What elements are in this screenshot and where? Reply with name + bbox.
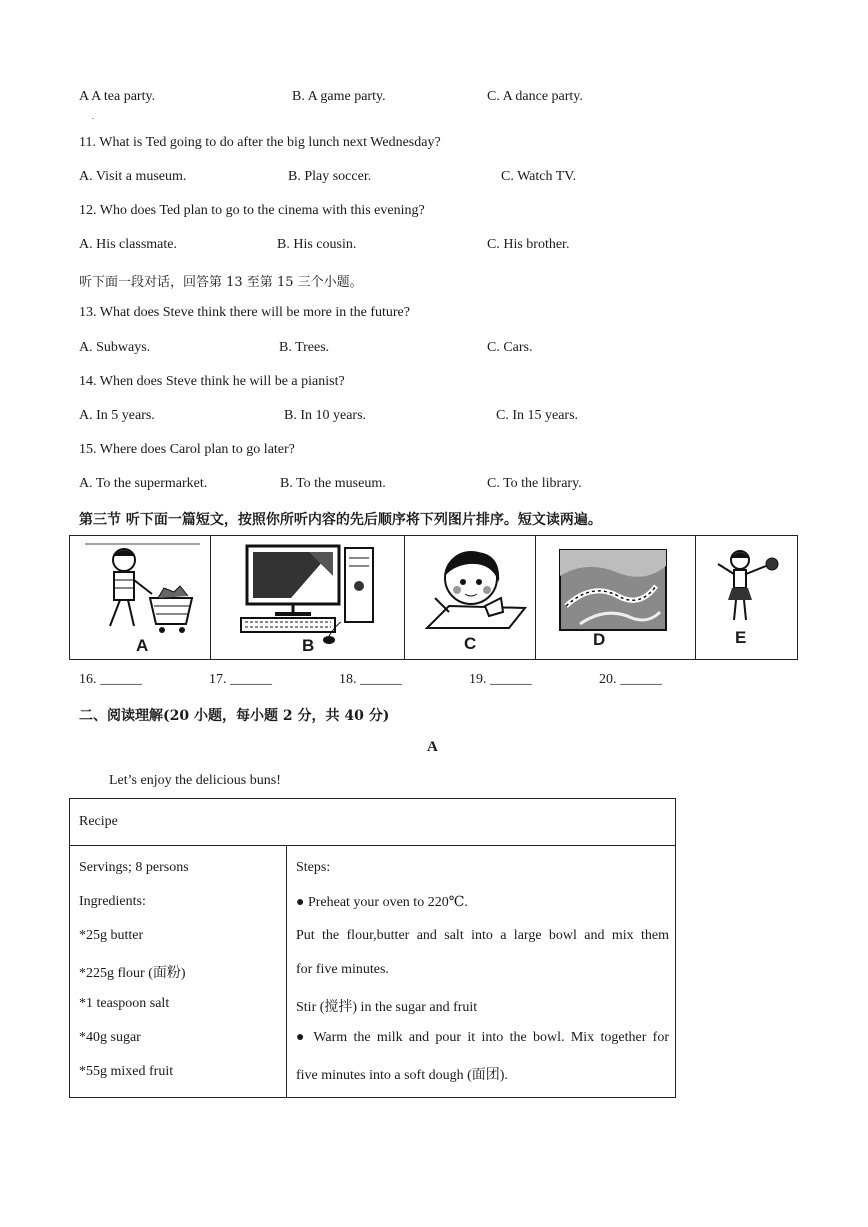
q13-option-b: B. Trees. <box>279 340 330 355</box>
q12-option-c: C. His brother. <box>487 237 570 252</box>
step-line-5: ● Warm the milk and pour it into the bowl. Mix together for <box>296 1030 669 1045</box>
instruction-13-15: 听下面一段对话，回答第 13 至第 15 三个小题。 <box>79 275 363 290</box>
q15-question: 15. Where does Carol plan to go later? <box>79 442 295 457</box>
ingredients-label: Ingredients: <box>79 894 146 909</box>
q14-question: 14. When does Steve think he will be a pianist? <box>79 374 345 389</box>
ingredient-fruit: *55g mixed fruit <box>79 1064 174 1079</box>
picture-label-b: B <box>302 636 315 655</box>
q15-option-a: A. To the supermarket. <box>79 476 208 491</box>
q13-question: 13. What does Steve think there will be more in the future? <box>79 305 410 320</box>
picture-c <box>405 536 536 659</box>
picture-label-a: A <box>136 636 149 655</box>
recipe-table <box>69 798 676 1098</box>
ingredient-salt: *1 teaspoon salt <box>79 996 170 1011</box>
step-line-2: Put the flour,butter and salt into a large bowl and mix them <box>296 928 669 943</box>
servings: Servings; 8 persons <box>79 860 189 875</box>
q11-option-c: C. Watch TV. <box>501 169 577 184</box>
q14-option-c: C. In 15 years. <box>496 408 579 423</box>
blank-18[interactable]: 18. ______ <box>339 672 402 687</box>
steps-column <box>287 846 675 1097</box>
recipe-header <box>70 799 675 846</box>
q13-option-c: C. Cars. <box>487 340 533 355</box>
q13-option-a: A. Subways. <box>79 340 151 355</box>
step-line-3: for five minutes. <box>296 962 389 977</box>
recipe-title: Recipe <box>79 814 118 829</box>
picture-label-e: E <box>735 628 747 647</box>
blank-16[interactable]: 16. ______ <box>79 672 142 687</box>
great-wall-icon <box>536 536 695 659</box>
picture-d <box>536 536 696 659</box>
q15-option-b: B. To the museum. <box>280 476 386 491</box>
q12-option-a: A. His classmate. <box>79 237 177 252</box>
ingredient-sugar: *40g sugar <box>79 1030 141 1045</box>
blank-19[interactable]: 19. ______ <box>469 672 532 687</box>
q11-option-b: B. Play soccer. <box>288 169 372 184</box>
picture-e <box>696 536 798 659</box>
q11-option-a: A. Visit a museum. <box>79 169 187 184</box>
section3-heading: 第三节 听下面一篇短文，按照你所听内容的先后顺序将下列图片排序。短文读两遍。 <box>79 512 602 528</box>
step-line-1: ● Preheat your oven to 220℃. <box>296 895 468 910</box>
blank-17[interactable]: 17. ______ <box>209 672 272 687</box>
picture-strip <box>69 535 798 660</box>
ingredients-column <box>70 846 287 1097</box>
step-line-4: Stir (搅拌) in the sugar and fruit <box>296 1000 478 1015</box>
q14-option-a: A. In 5 years. <box>79 408 155 423</box>
step-line-6: five minutes into a soft dough (面团). <box>296 1068 508 1083</box>
ingredient-butter: *25g butter <box>79 928 144 943</box>
q10-option-b: B. A game party. <box>292 89 386 104</box>
passage-letter: A <box>427 739 438 755</box>
part2-heading: 二、阅读理解(20 小题，每小题 2 分，共 40 分) <box>79 708 390 724</box>
q11-question: 11. What is Ted going to do after the big lunch next Wednesday? <box>79 135 441 150</box>
q10-option-a: A A tea party. <box>79 89 156 104</box>
steps-title: Steps: <box>296 860 331 875</box>
picture-b <box>211 536 405 659</box>
q10-option-c: C. A dance party. <box>487 89 583 104</box>
blank-20[interactable]: 20. ______ <box>599 672 662 687</box>
q12-question: 12. Who does Ted plan to go to the cinema with this evening? <box>79 203 425 218</box>
ingredient-flour: *225g flour (面粉) <box>79 966 186 981</box>
q15-option-c: C. To the library. <box>487 476 582 491</box>
picture-label-c: C <box>464 634 477 653</box>
q12-option-b: B. His cousin. <box>277 237 357 252</box>
q14-option-b: B. In 10 years. <box>284 408 367 423</box>
passage-intro: Let’s enjoy the delicious buns! <box>109 773 281 788</box>
picture-label-d: D <box>593 630 606 649</box>
girl-playing-icon <box>696 536 797 659</box>
picture-a <box>70 536 211 659</box>
